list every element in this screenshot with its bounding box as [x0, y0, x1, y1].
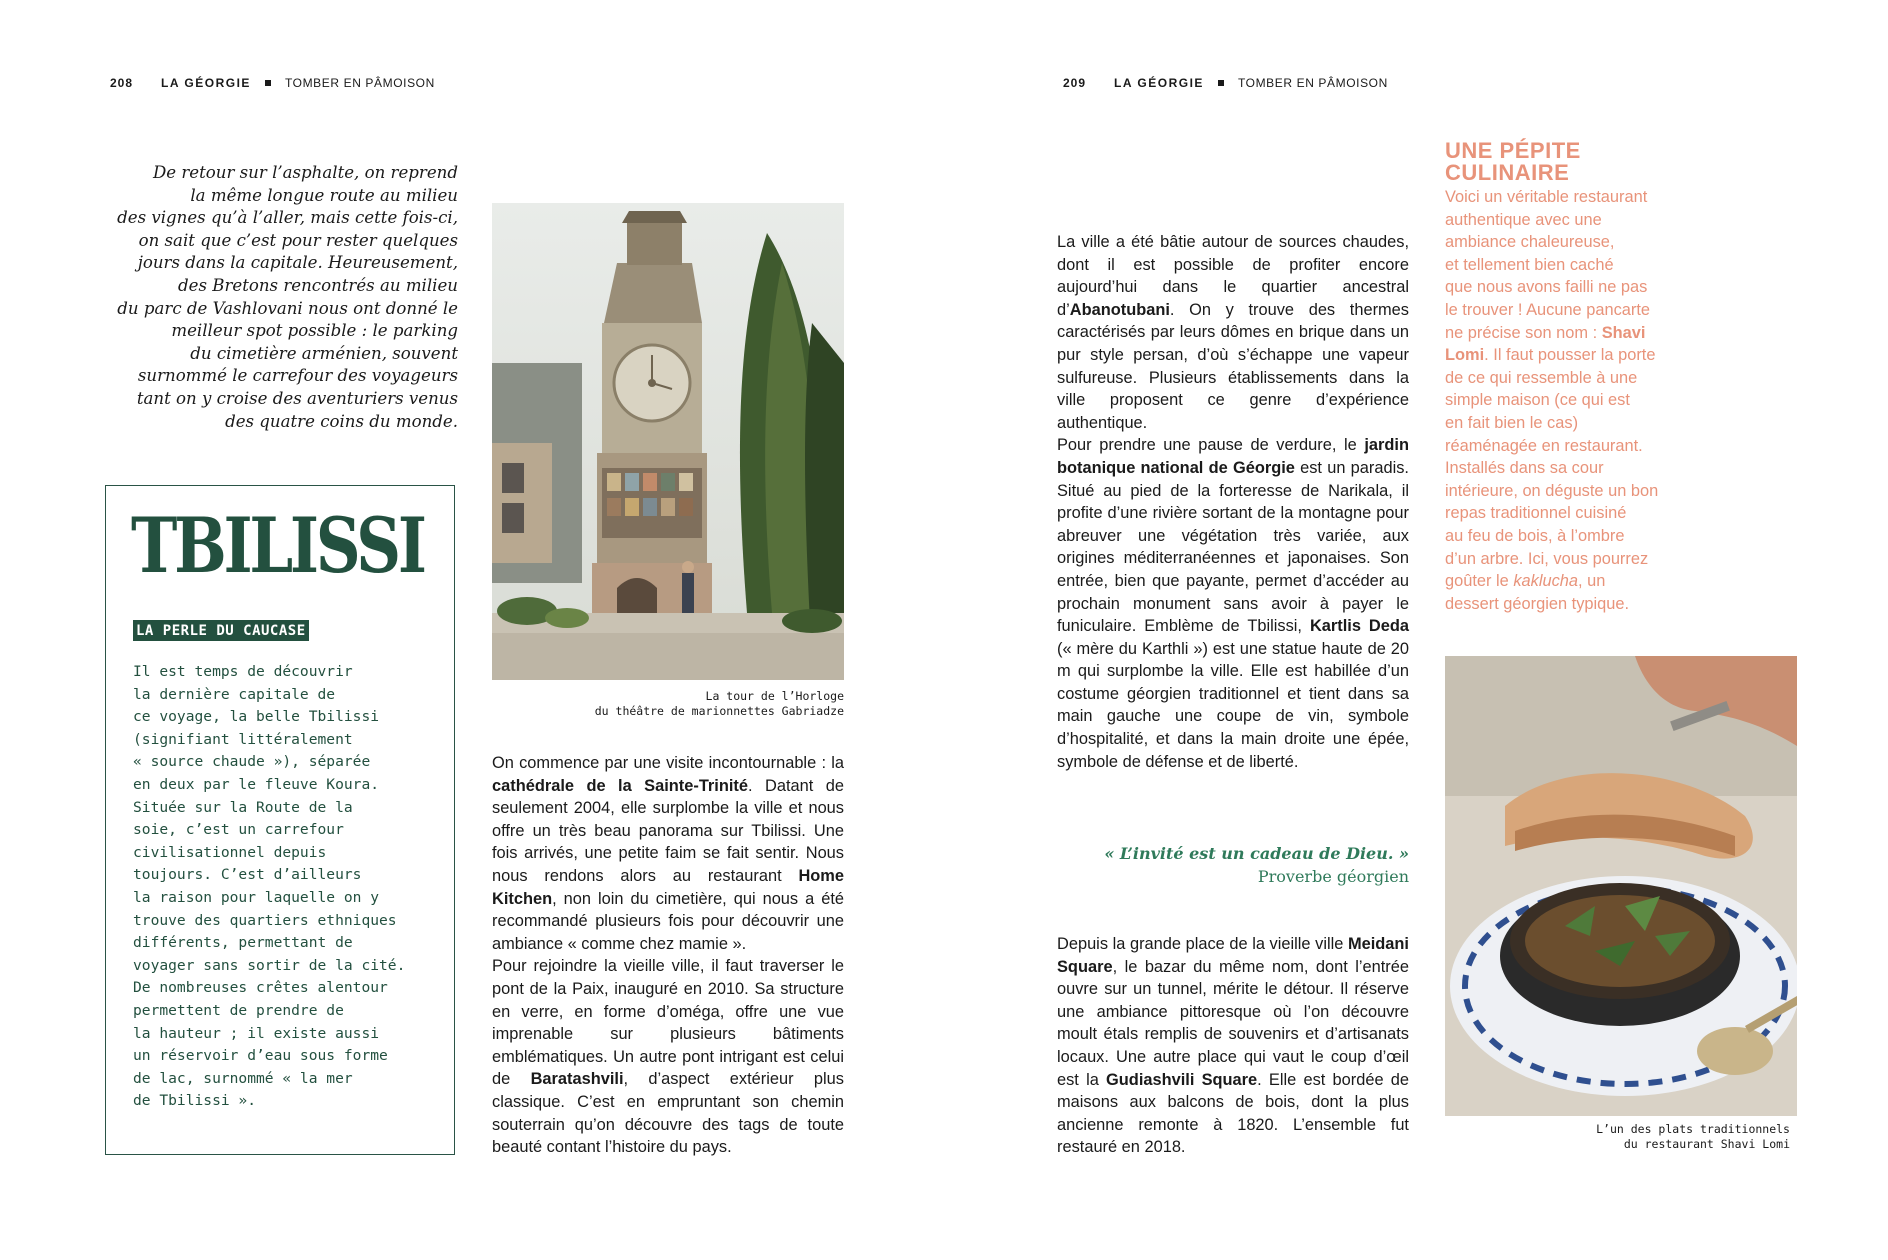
- box-line: la raison pour laquelle on y: [133, 888, 380, 906]
- intro-line: du cimetière arménien, souvent: [190, 343, 458, 363]
- sidebar-line: authentique avec une: [1445, 210, 1602, 229]
- box-line: « source chaude »), séparée: [133, 753, 371, 771]
- sidebar-line: Installés dans sa cour: [1445, 459, 1604, 478]
- sidebar-line: Lomi. Il faut pousser la porte: [1445, 346, 1656, 365]
- sidebar-line: Voici un véritable restaurant: [1445, 188, 1648, 206]
- sidebar-line: d’un arbre. Ici, vous pourrez: [1445, 549, 1649, 568]
- sidebar-line: en fait bien le cas): [1445, 413, 1579, 432]
- sidebar-line: ne précise son nom : Shavi: [1445, 323, 1646, 342]
- left-body-column: [492, 752, 844, 1159]
- box-line: civilisationnel depuis: [133, 843, 327, 861]
- pull-quote: [1057, 843, 1409, 888]
- box-line: (signifiant littéralement: [133, 730, 353, 748]
- box-line: la dernière capitale de: [133, 685, 336, 703]
- page-number: 209: [1063, 76, 1087, 90]
- food-photo: [1445, 656, 1797, 1116]
- section-name: LA GÉORGIE: [1114, 76, 1204, 90]
- sidebar-text: [1445, 186, 1705, 615]
- intro-line: la même longue route au milieu: [190, 185, 458, 205]
- intro-line: des Bretons rencontrés au milieu: [178, 275, 458, 295]
- sidebar-line: goûter le kaklucha, un: [1445, 572, 1606, 591]
- tbilissi-box: [105, 485, 455, 1155]
- box-title: TBILISSI: [131, 501, 424, 590]
- intro-line: des quatre coins du monde.: [225, 411, 458, 431]
- box-line: de Tbilissi ».: [133, 1092, 257, 1110]
- right-body-column-bottom: [1057, 933, 1409, 1159]
- sidebar-title-line: UNE PÉPITE: [1445, 138, 1581, 163]
- box-line: toujours. C’est d’ailleurs: [133, 866, 362, 884]
- box-line: soie, c’est un carrefour: [133, 821, 344, 839]
- box-line: Il est temps de découvrir: [133, 663, 353, 680]
- box-line: en deux par le fleuve Koura.: [133, 775, 380, 793]
- caption-line: La tour de l’Horloge: [705, 689, 844, 703]
- sidebar-line: simple maison (ce qui est: [1445, 391, 1630, 410]
- box-line: Située sur la Route de la: [133, 798, 353, 816]
- right-running-header: [1063, 76, 1388, 90]
- box-line: De nombreuses crêtes alentour: [133, 979, 388, 997]
- box-line: un réservoir d’eau sous forme: [133, 1047, 388, 1065]
- box-line: différents, permettant de: [133, 934, 353, 952]
- intro-line: jours dans la capitale. Heureusement,: [137, 253, 458, 273]
- sidebar-line: dessert géorgien typique.: [1445, 594, 1630, 613]
- sidebar-line: que nous avons failli ne pas: [1445, 278, 1648, 297]
- intro-line: du parc de Vashlovani nous ont donné le: [117, 298, 458, 318]
- food-illustration: [1445, 656, 1797, 1116]
- intro-line: meilleur spot possible : le parking: [171, 321, 458, 341]
- box-text: [133, 661, 453, 1113]
- caption-line: L’un des plats traditionnels: [1596, 1122, 1790, 1136]
- quote-text: « L’invité est un cadeau de Dieu. »: [1104, 844, 1409, 863]
- box-line: de lac, surnommé « la mer: [133, 1069, 353, 1087]
- sidebar-title-line: CULINAIRE: [1445, 160, 1570, 185]
- box-line: voyager sans sortir de la cité.: [133, 956, 406, 974]
- box-line: trouve des quartiers ethniques: [133, 911, 397, 929]
- header-separator: [1218, 80, 1224, 86]
- sidebar-line: de ce qui ressemble à une: [1445, 368, 1638, 387]
- paragraph: Depuis la grande place de la vieille ville Meidani Square, le bazar du même nom, dont l’entrée ouvre sur un tunnel, mérite le détour. Il réserve une ambiance pittoresque où l’on découvre moult étals remplis de souvenirs et d’artisanats locaux. Une autre place qui vaut le coup d’œil est la Gudiashvili Square. Elle est bordée de maisons aux balcons de bois, dont la plus ancienne remonte à 1820. L’ensemble fut restauré en 2018.: [1057, 935, 1410, 1157]
- sidebar-line: ambiance chaleureuse,: [1445, 233, 1615, 252]
- box-line: la hauteur ; il existe aussi: [133, 1024, 380, 1042]
- intro-paragraph: [100, 162, 458, 433]
- box-tagline: LA PERLE DU CAUCASE: [133, 620, 309, 641]
- clock-tower-photo: [492, 203, 844, 680]
- left-running-header: [110, 76, 435, 90]
- sidebar-line: et tellement bien caché: [1445, 255, 1614, 274]
- paragraph: Pour rejoindre la vieille ville, il faut traverser le pont de la Paix, inauguré en 2010. Sa structure en verre, en forme d’oméga, offre une vue imprenable sur plusieurs bâtiments emblématiques. Un autre pont intrigant est celui de Baratashvili, d’aspect extérieur plus classique. C’est en empruntant son chemin souterrain qu’on découvre des tags de toute beauté contant l’histoire du pays.: [492, 957, 844, 1157]
- right-body-column-top: [1057, 231, 1409, 773]
- section-name: LA GÉORGIE: [161, 76, 251, 90]
- intro-line: tant on y croise des aventuriers venus: [136, 388, 458, 408]
- intro-line: De retour sur l’asphalte, on reprend: [152, 163, 458, 182]
- caption-line: du restaurant Shavi Lomi: [1623, 1137, 1790, 1151]
- sidebar-line: repas traditionnel cuisiné: [1445, 504, 1627, 523]
- sidebar-line: le trouver ! Aucune pancarte: [1445, 300, 1651, 319]
- intro-line: surnommé le carrefour des voyageurs: [137, 366, 458, 386]
- intro-line: des vignes qu’à l’aller, mais cette fois-ci,: [117, 208, 458, 228]
- sidebar-title: [1445, 140, 1581, 184]
- paragraph: La ville a été bâtie autour de sources chaudes, dont il est possible de profiter encore aujourd’hui dans le quartier ancestral d’Abanotubani. On y trouve des thermes caractérisés par leurs dômes en brique dans un pur style persan, d’où s’échappe une vapeur sulfureuse. Plusieurs établissements dans la ville proposent ce genre d’expérience authentique.: [1057, 233, 1409, 432]
- clock-tower-illustration: [492, 203, 844, 680]
- paragraph: On commence par une visite incontournable : la cathédrale de la Sainte-Trinité. Datant de seulement 2004, elle surplombe la ville et nous offre un très beau panorama sur Tbilissi. Une fois arrivés, une petite faim se fait sentir. Nous nous rendons alors au restaurant Home Kitchen, non loin du cimetière, qui nous a été recommandé plusieurs fois pour découvrir une ambiance « comme chez mamie ».: [492, 754, 844, 953]
- caption-line: du théâtre de marionnettes Gabriadze: [594, 704, 844, 718]
- box-line: permettent de prendre de: [133, 1001, 344, 1019]
- photo1-caption: [595, 689, 844, 719]
- page-number: 208: [110, 76, 134, 90]
- header-separator: [265, 80, 271, 86]
- sidebar-line: au feu de bois, à l’ombre: [1445, 526, 1625, 545]
- intro-line: on sait que c’est pour rester quelques: [138, 230, 458, 250]
- paragraph: Pour prendre une pause de verdure, le jardin botanique national de Géorgie est un paradis. Situé au pied de la forteresse de Narikala, il profite d’une rivière sortant de la montagne pour abreuver une végétation très variée, aux origines méditerranéennes et japonaises. Son entrée, bien que payante, permet d’accéder au prochain monument sans avoir à payer le funiculaire. Emblème de Tbilissi, Kartlis Deda (« mère du Karthli ») est une statue haute de 20 m qui surplombe la ville. Elle est habillée d’un costume géorgien traditionnel et tient dans sa main gauche une coupe de vin, symbole d’hospitalité, et dans la main droite une épée, symbole de défense et de liberté.: [1057, 436, 1409, 771]
- box-line: ce voyage, la belle Tbilissi: [133, 708, 380, 726]
- chapter-subtitle: TOMBER EN PÂMOISON: [1237, 76, 1388, 90]
- sidebar-line: réaménagée en restaurant.: [1445, 436, 1643, 455]
- photo2-caption: [1596, 1122, 1790, 1152]
- quote-source: Proverbe géorgien: [1257, 866, 1409, 886]
- chapter-subtitle: TOMBER EN PÂMOISON: [284, 76, 435, 90]
- sidebar-line: intérieure, on déguste un bon: [1445, 481, 1659, 500]
